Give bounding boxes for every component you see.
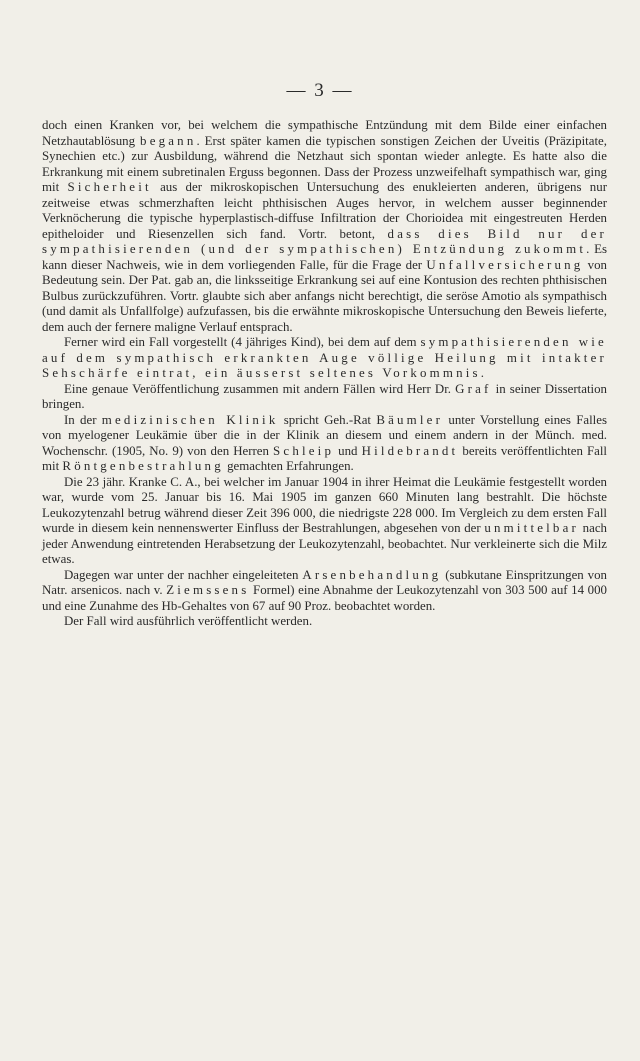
text-run: In der: [64, 412, 102, 427]
emphasized-text: Röntgenbestrahlung: [62, 459, 224, 473]
text-run: Ferner wird ein Fall vorgestellt (4 jähriges Kind), bei dem auf dem: [64, 335, 421, 349]
paragraph: [42, 614, 607, 630]
text-run: in seiner Dissertation bringen.: [42, 381, 607, 411]
text-run: aus der mikroskopischen Untersuchung des enukleierten anderen, übrigens nur zeitweise etwas schmerzhaften leicht phthisischen Auges hervor, in welchem ausser beginnender Verknöcherung die typische hyperplastisch-diffuse Infiltration der Chorioidea mit eingestreuten Herden epitheloider und Riesenzellen sich fand. Vortr. betont,: [42, 180, 607, 241]
text-run: spricht Geh.-Rat: [278, 412, 377, 427]
text-run: Dagegen war unter der nachher eingeleiteten: [64, 567, 303, 582]
text-run: . Es kann dieser Nachweis, wie in dem vorliegenden Falle, für die Frage der: [42, 242, 607, 272]
text-run: bereits veröffentlichten Fall mit: [42, 443, 608, 473]
emphasized-text: Ziemssens: [166, 583, 250, 597]
emphasized-text: Bäumler: [376, 412, 444, 427]
body-text: [42, 118, 607, 630]
emphasized-text: Arsenbehandlung: [302, 567, 442, 582]
text-run: gemachten Erfahrungen.: [223, 459, 354, 473]
paragraph: [42, 568, 607, 615]
text-run: Die 23 jähr. Kranke C. A., bei welcher im Januar 1904 in ihrer Heimat die Leukämie festgestellt worden war, wurde vom 25. Januar bis 16. Mai 1905 im ganzen 660 Minuten lang bestrahlt. Die höchste Leukozytenzahl betrug während dieser Zeit 396 000, die niedrigste 228 000. Im Vergleich zu dem ersten Fall wurde in diesem kein nennenswerter Einfluss der Bestrahlungen, abgesehen von der: [42, 474, 607, 535]
paragraph: [42, 413, 607, 475]
paragraph: [42, 118, 607, 335]
text-run: unter Vorstellung eines Falles von myelogener Leukämie über die in der Klinik an diesem und einem andern in der Münch. med. Wochenschr. (1905, No. 9) von den Herren: [42, 412, 607, 458]
paragraph: [42, 475, 607, 568]
text-run: nach jeder Anwendung eintretenden Herabsetzung der Leukozytenzahl, beobachtet. Nur verkleinerte sich die Milz etwas.: [42, 521, 607, 566]
emphasized-text: begann: [140, 133, 197, 148]
text-run: .: [480, 366, 484, 380]
emphasized-text: Hildebrandt: [361, 443, 459, 458]
text-run: Eine genaue Veröffentlichung zusammen mit andern Fällen wird Herr Dr.: [64, 381, 456, 396]
text-run: Der Fall wird ausführlich veröffentlicht werden.: [64, 614, 313, 628]
emphasized-text: dass dies Bild nur der sympathisierenden (und der sympathischen) Entzündung zukommt: [42, 226, 607, 256]
text-run: und: [334, 443, 362, 458]
emphasized-text: Unfallversicherung: [426, 257, 584, 272]
emphasized-text: Schleip: [273, 443, 335, 458]
paragraph: [42, 335, 607, 382]
emphasized-text: Graf: [455, 381, 492, 396]
emphasized-text: sympathisierenden wie auf dem sympathisch erkrankten Auge völlige Heilung mit intakter Sehschärfe eintrat, ein äusserst seltenes Vorkommnis: [42, 335, 607, 380]
text-run: doch einen Kranken vor, bei welchem die sympathische Entzündung mit dem Bilde einer einfachen Netzhautablösung: [42, 118, 607, 148]
text-run: von Bedeutung sein. Der Pat. gab an, die linksseitige Erkrankung sei auf eine Kontusion des rechten phthisischen Bulbus zurückzuführen. Vortr. glaubte sich aber anfangs nicht berechtigt, die seröse Amotio als sympathisch (und damit als Unfallfolge) aufzufassen, bis die erwähnte mikroskopische Untersuchung den Beweis lieferte, dem auch der fernere maligne Verlauf entsprach.: [42, 257, 607, 334]
page-number: — 3 —: [286, 80, 354, 101]
text-run: Formel) eine Abnahme der Leukozytenzahl von 303 500 auf 14 000 und eine Zunahme des Hb-Gehaltes von 67 auf 90 Proz. beobachtet worden.: [42, 583, 607, 613]
text-run: (subkutane Einspritzungen von Natr. arsenicos. nach v.: [42, 567, 608, 597]
text-run: . Erst später kamen die typischen sonstigen Zeichen der Uveitis (Präzipitate, Synechien etc.) zur Ausbildung, während die Netzhaut sich spontan wieder anlegte. Es hatte also die Erkrankung mit einem subretinalen Erguss begonnen. Dass der Prozess unzweifelhaft sympathisch war, ging mit: [42, 133, 608, 194]
emphasized-text: Sicherheit: [67, 180, 152, 194]
emphasized-text: unmittelbar: [484, 521, 579, 535]
emphasized-text: medizinischen Klinik: [101, 412, 279, 427]
paragraph: [42, 382, 607, 413]
